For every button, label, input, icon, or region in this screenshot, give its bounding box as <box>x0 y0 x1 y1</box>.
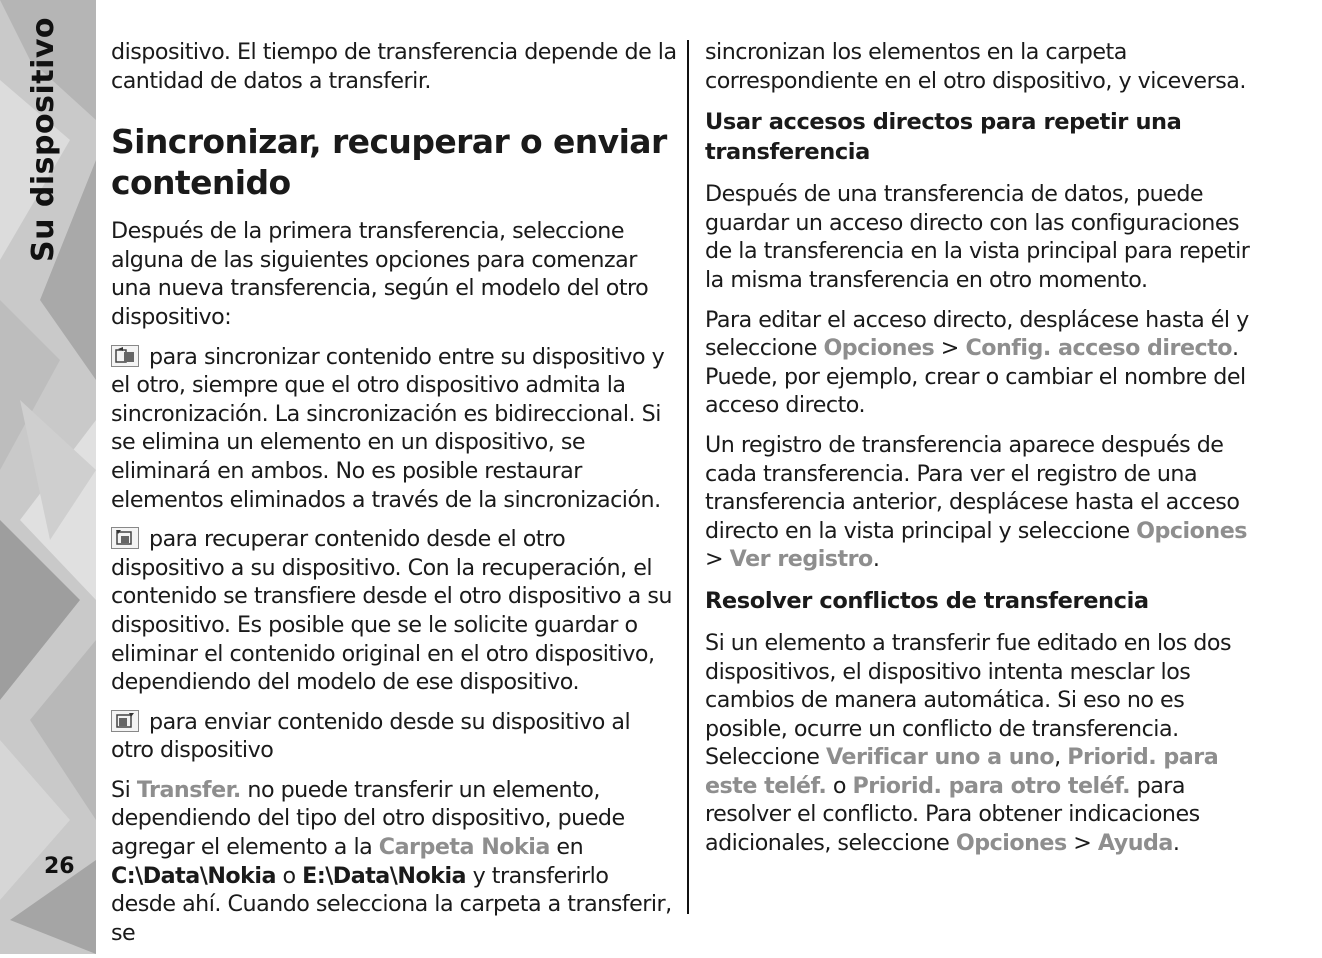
ui-term: Ver registro <box>729 546 873 573</box>
sync-icon <box>111 345 139 367</box>
subheading: Usar accesos directos para repetir una transferencia <box>705 109 1182 166</box>
retrieve-option <box>111 525 677 697</box>
paragraph: Para editar el acceso directo, desplácese hasta él y seleccione Opciones > Config. acceso directo. Puede, por ejemplo, crear o cambiar el nombre del acceso directo. <box>705 306 1249 419</box>
paragraph: Si un elemento a transferir fue editado en los dos dispositivos, el dispositivo intenta mesclar los cambios de manera automática. Si eso no es posible, ocurre un conflicto de transferencia. Seleccione Verificar uno a uno, Priorid. para este teléf. o Priorid. para otro teléf. para resolver el conflicto. Para obtener indicaciones adicionales, seleccione Opciones > Ayuda. <box>705 629 1232 857</box>
ui-term: Opciones <box>955 830 1067 857</box>
ui-term: Priorid. para este teléf. <box>705 744 1219 799</box>
ui-term: Priorid. para otro teléf. <box>852 772 1131 799</box>
right-column <box>705 38 1271 869</box>
send-icon <box>111 710 139 732</box>
ui-term: Verificar uno a uno <box>825 744 1055 771</box>
sync-option <box>111 343 677 515</box>
sidebar <box>0 0 96 954</box>
section-heading: Sincronizar, recuperar o enviar contenido <box>111 122 667 203</box>
column-divider <box>687 40 689 914</box>
paragraph: dispositivo. El tiempo de transferencia depende de la cantidad de datos a transferir. <box>111 39 677 94</box>
ui-term: Config. acceso directo <box>965 335 1233 362</box>
retrieve-icon <box>111 527 139 549</box>
subheading: Resolver conflictos de transferencia <box>705 587 1149 614</box>
paragraph: Un registro de transferencia aparece después de cada transferencia. Para ver el registro de una transferencia anterior, desplácese hasta el acceso directo en la vista principal y seleccione Opciones > Ver registro. <box>705 431 1247 573</box>
left-column <box>111 38 677 958</box>
sync-option-text: para sincronizar contenido entre su dispositivo y el otro, siempre que el otro dispositivo admita la sincronización. La sincronización es bidireccional. Si se elimina un elemento en un dispositivo, se eliminará en ambos. No es posible restaurar elementos eliminados a través de la sincronización. <box>111 343 665 513</box>
folder-path: C:\Data\Nokia <box>111 862 276 889</box>
ui-term: Transfer. <box>136 776 241 803</box>
section-title: Su dispositivo <box>26 16 61 262</box>
ui-term: Ayuda <box>1097 830 1173 857</box>
ui-term: Opciones <box>1136 517 1247 544</box>
paragraph: Después de la primera transferencia, seleccione alguna de las siguientes opciones para comenzar una nueva transferencia, según el modelo del otro dispositivo: <box>111 218 649 330</box>
folder-path: E:\Data\Nokia <box>302 862 467 889</box>
paragraph: Después de una transferencia de datos, puede guardar un acceso directo con las configuraciones de la transferencia en la vista principal para repetir la misma transferencia en otro momento. <box>705 181 1250 293</box>
ui-term: Opciones <box>823 335 935 362</box>
ui-term: Carpeta Nokia <box>378 834 550 861</box>
send-option-text: para enviar contenido desde su dispositivo al otro dispositivo <box>111 708 631 764</box>
paragraph: sincronizan los elementos en la carpeta correspondiente en el otro dispositivo, y viceversa. <box>705 39 1246 94</box>
send-option <box>111 708 677 765</box>
retrieve-option-text: para recuperar contenido desde el otro dispositivo a su dispositivo. Con la recuperación, el contenido se transfiere desde el otro dispositivo a su dispositivo. Es posible que se le solicite guardar o eliminar el contenido original en el otro dispositivo, dependiendo del modelo de ese dispositivo. <box>111 526 672 696</box>
page-number: 26 <box>44 854 75 879</box>
paragraph: Si Transfer. no puede transferir un elemento, dependiendo del tipo del otro dispositivo, puede agregar el elemento a la Carpeta Nokia en C:\Data\Nokia o E:\Data\Nokia y transferirlo desde ahí. Cuando selecciona la carpeta a transferir, se <box>111 776 672 946</box>
